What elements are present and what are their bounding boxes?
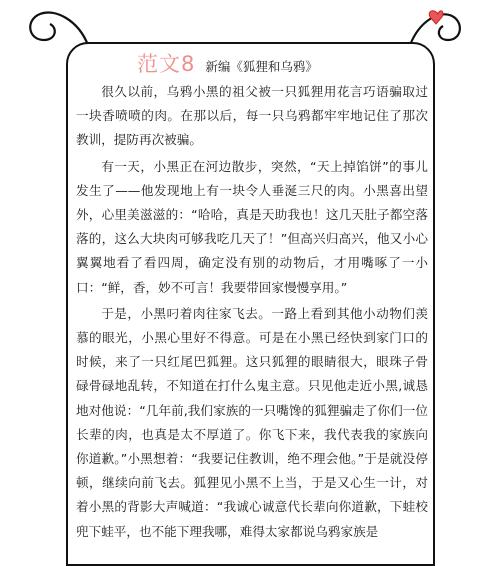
curl-ornament-left — [30, 12, 88, 45]
paragraph: 很久以前，乌鸦小黑的祖父被一只狐狸用花言巧语骗取过一块香喷喷的肉。在那以后，每一只乌鸦都牢牢地记住了那次教训，提防再次被骗。 — [76, 84, 428, 148]
essay-title: 新编《狐狸和乌鸦》 — [205, 59, 318, 74]
essay-body — [76, 80, 428, 546]
essay-number-label: 范文8 — [137, 52, 196, 76]
paragraph: 有一天，小黑正在河边散步，突然，“天上掉馅饼”的事儿发生了——他发现地上有一块令人垂涎三尺的肉。小黑喜出望外，心里美滋滋的：“哈哈，真是天助我也！这几天肚子都空落落的，这么大块肉可够我吃几天了！”但高兴归高兴，他又小心翼翼地看了看四周，确定没有别的动物后，才用嘴啄了一小口：“鲜，香，妙不可言！我要带回家慢慢享用。” — [76, 158, 428, 295]
document-heading — [137, 48, 318, 78]
heart-icon — [429, 11, 443, 24]
paragraph: 于是，小黑叼着肉往家飞去。一路上看到其他小动物们羡慕的眼光，小黑心里好不得意。可是在小黑已经快到家门口的时候，来了一只红尾巴狐狸。这只狐狸的眼睛很大，眼珠子骨碌骨碌地乱转，不知道在打什么鬼主意。只见他走近小黑,诚恳地对他说：“几年前,我们家族的一只嘴馋的狐狸骗走了你们一位长辈的肉，也真是太不厚道了。你飞下来，我代表我的家族向你道歉。”小黑想着：“我要记住教训，绝不理会他。”于是就没停顿，继续向前飞去。狐狸见小黑不上当，于是又心生一计，对着小黑的背影大声喊道：“我诚心诚意代长辈向你道歉，下蛙校兜下蛙平，也不能下理我哪，难得太家都说乌鸦家族是 — [76, 305, 428, 539]
